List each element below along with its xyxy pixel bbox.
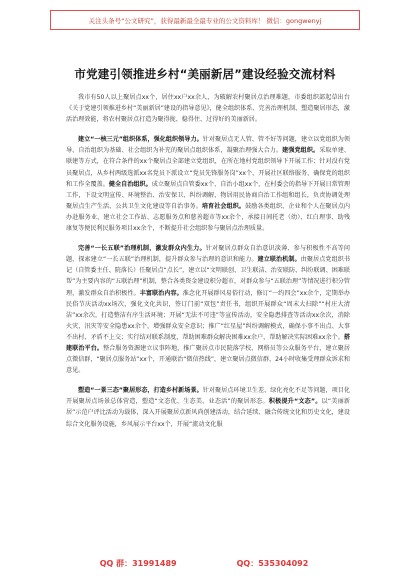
intro-paragraph: 我市有50人以上聚居点xx个，居住xx户xx余人，为破解农村聚居点治理难题，市委组织部起草出台《关于党建引领推进乡村“美丽新居”建设的指导意见》，健全组织体系、完善治理机制、塑造聚居形态，激活治理效能，将农村聚居点打造为聚得拢、稳得住、过得好的美丽新居。 (66, 94, 350, 124)
section-2-point-1: 建立联治机制。 (257, 256, 301, 264)
section-2-heading: 完善“一长五联”治理机制，激发群众内生力。 (78, 245, 206, 253)
section-2-text: 针对聚居点群众自治意识淡薄、参与积极性不高等问题，探索建立“一长五联”治理机制，提升群众参与治理的意识和能力。 (66, 245, 351, 264)
section-1-text: 针对聚居点无人管、管不好等问题，建立以党组织为领导、自治组织为基础、社会组织为补充的聚居点组织体系，凝聚治理强大合力。 (66, 136, 351, 155)
section-1-point-3: 培育社会组织。 (201, 202, 246, 210)
qq-group-number: QQ 群：31991489 (99, 559, 177, 568)
document-title: 市党建引领推进乡村“美丽新居”建设经验交流材料 (74, 67, 336, 81)
section-2-paragraph (66, 243, 350, 376)
section-1-point-3-text: 鼓励各类组织、企业和个人在聚居点内办赴服务业，建立社会工作站、志愿服务点和慈善超市等xx余个，承接日间托老（幼）、红白理事、助残康复等便民利民服务项目xx余个，不断提升社会组织参与聚居点治理质量。 (66, 202, 351, 233)
section-2-point-2-text: 淮念化开展群风易俗行动，修订“一约四会”xx余个，定期举办民俗节庆活动xx场次，强化文化共识，签订门前“双包”责任书，组织开展群众“周末大扫除”“村庄大清洁”xx余次，打造整洁有序生活环境；开展“无法不可违”等宣传活动，安全隐患排查等活动xx余次，消除火灾、汛灾等安全隐患xx余个，增强群众安全意识；推广“红星屋”纠纷调解模式，确保小事不出点、大事不出村、矛盾不上交；实行结对联系制度，帮助困难群众解决困难xx余户，帮助解决实际困难xx余个。 (66, 289, 351, 341)
section-1-paragraph (66, 134, 350, 234)
section-1-point-1-text: 采取单建、联建等方式，在符合条件的xx个聚居点全部建立党组织，在所在地村党组织领导下开展工作；针对没有党员聚居点，从乡村两级选派xx名党员下派设立“党员先锋服务岗”xx个，开展社区联络服务，确保党的组织和工作全覆盖。 (66, 147, 351, 188)
qq-number: QQ：535304092 (236, 559, 309, 568)
section-3-paragraph (66, 385, 350, 429)
section-2-point-1-text: 由聚居点党组织书记（自管委主任、院落长）任聚居点“点长”，建立以“文明联创、卫生联洁、治安联防、纠纷联调、困难联帮”为主要内容的“五联治理”机制，整合各类资金建设积分超市，对群众参与“五联治理”等情况进行积分管理，激发群众自治积极性。 (66, 256, 350, 297)
section-1-point-2: 健全自治组织。 (108, 180, 152, 188)
section-1-point-2-text: 成立聚居点自管委xx个、自治小组xx个，在村委会的指导下开展日常管理工作，下设文明宣传、环境整治、治安保卫、纠纷调解、物居用民协商自治工作组和组长，负责协调处理聚居点生产生活、公共卫生文化建设等自治事务。 (66, 180, 351, 210)
section-3-point-1-text: 以“美丽新居”示范户评比活动为载体，深入开展聚居点新风尚创建活动，结合延续、融合传统文化和历史文化，建设综合文化服务设施，乡风展示平台xx个，开展“流动文化服 (66, 398, 350, 428)
promo-banner-text: 关注头条号“公文研究”，获得最新最全最专业的公文资料库！ 微信：gongwenyj (88, 16, 322, 25)
contact-footer (0, 558, 408, 572)
section-2-point-2: 丰富联治内容。 (139, 289, 183, 297)
document-body (66, 92, 350, 430)
section-1-heading: 建立“一核三元”组织体系，强化组织领导力。 (78, 136, 203, 144)
section-3-point-1: 积极提升“文态”。 (268, 398, 322, 406)
section-2-point-3: 搭建联治平台。 (66, 333, 350, 352)
promo-banner (50, 10, 360, 30)
section-2-point-3-text: 整合服务资源建立议事阵地，推广聚居点市民院落学校、网格员等公众服务平台，建立聚居点微信群，“聚居点服务站”xx个，开通联治“微信热线”，建立聚居点微信群、24小时收集受理群众诉求和意见。 (66, 344, 351, 375)
section-1-point-1: 建强党组织。 (282, 147, 320, 155)
section-3-heading: 塑造“一景三态”聚居形态，打造乡村新场景。 (78, 387, 203, 395)
section-3-text: 针对聚居点环境卫生差、绿化亮化不足等问题，项目化开展聚居点场景总体营造，塑造“文态优、生态美、业态活”的聚居形态。 (66, 387, 351, 406)
